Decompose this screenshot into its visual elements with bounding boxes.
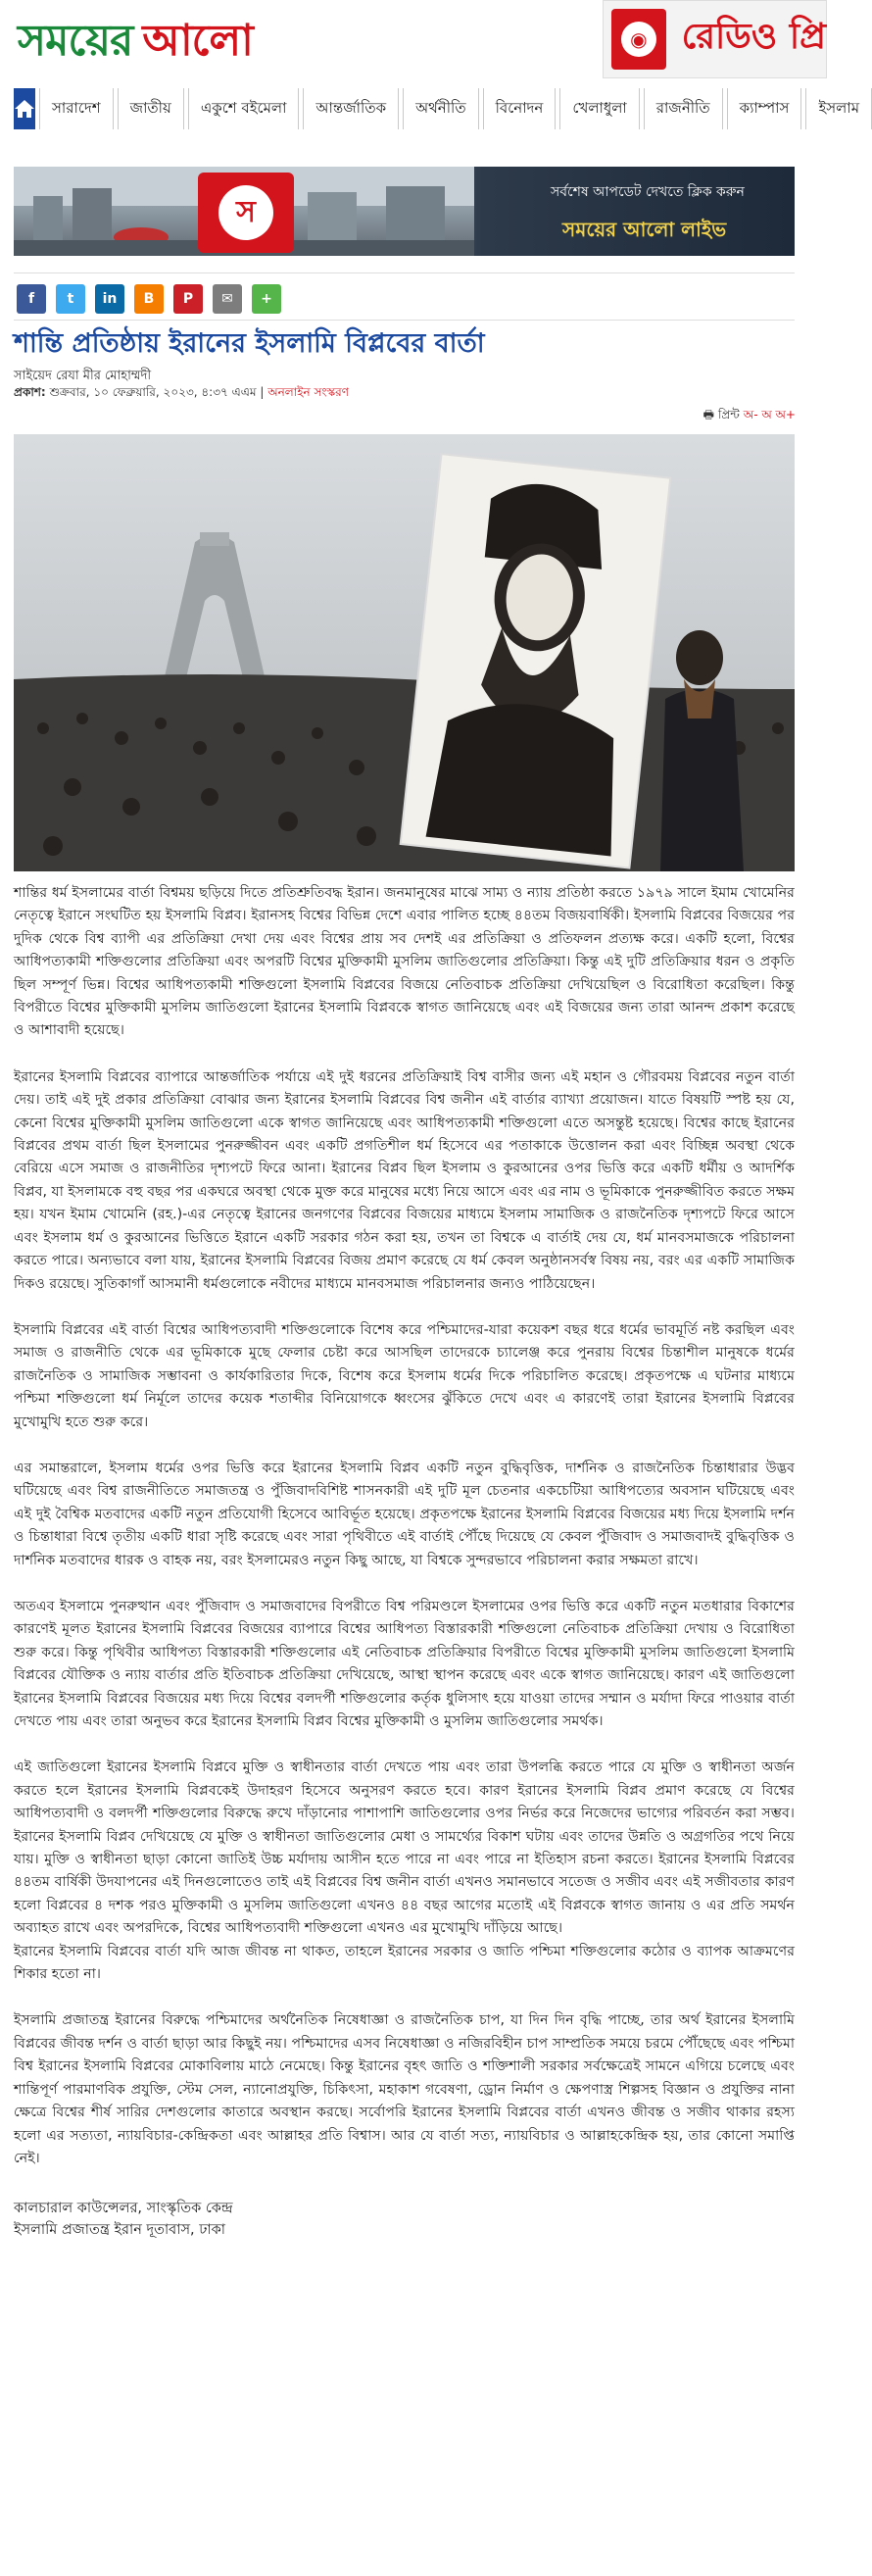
nav-item-book-fair[interactable]: একুশে বইমেলা xyxy=(188,88,300,129)
pinterest-icon: P xyxy=(182,291,194,307)
article-paragraph: ইরানের ইসলামি বিপ্লবের ব্যাপারে আন্তর্জাতিক পর্যায়ে এই দুই ধরনের প্রতিক্রিয়াই বিশ্ব বাসীর জন্য এই মহান ও গৌরবময় বিপ্লবের নতুন বার্তা দেয়। তাই এই দুই প্রকার প্রতিক্রিয়া বোঝার জন্য ইরানের ইসলামি বিপ্লবের বিশ্ব জনীন এই বার্তার ব্যাখ্যা প্রয়োজন। যাতে বিষয়টি স্পষ্ট হয় যে, কেনো বিশ্বের মুক্তিকামী মুসলিম জাতিগুলো একে স্বাগত জানিয়েছে এবং আধিপত্যকামী শক্তিগুলো এতে অসন্তুষ্ট হয়েছে। বিশ্বের কাছে ইরানের বিপ্লবের প্রথম বার্তা ছিল ইসলামের পুনরুজ্জীবন এবং একটি প্রগতিশীল ধর্ম হিসেবে এর পতাকাকে উত্তোলন করা এবং বিচ্ছিন্ন অবস্থা থেকে বেরিয়ে এসে সমাজ ও রাজনীতির দৃশ্যপটে ফিরে আনা। ইরানের বিপ্লব ছিল ইসলাম ও কুরআনের ওপর ভিত্তি করে একটি ধর্মীয় ও আদর্শিক বিপ্লব, যা ইসলামকে বহু বছর পর একঘরে অবস্থা থেকে মুক্ত করে মানুষের মধ্যে নিয়ে আসে এবং এর নাম ও ভূমিকাকে পুনরুজ্জীবিত করতে সক্ষম হয়। যখন ইমাম খোমেনি (রহ.)-এর নেতৃত্বে ইরানের জনগণের বিপ্লবের বিজয়ের মাধ্যমে ইসলাম সামাজিক ও রাজনৈতিক দৃশ্যপটে ফিরে আসে এবং ইসলাম ধর্ম ও কুরআনের ভিত্তিতে ইরানে একটি সরকার গঠন করা হয়, তখন তা বিশ্বকে এ বার্তাই দেয় যে, ধর্ম মানবসমাজকে পরিচালনা করতে পারে। অন্যভাবে বলা যায়, ইরানের ইসলামি বিপ্লবের বিজয় প্রমাণ করেছে যে ধর্ম কেবল অনুষ্ঠানসর্বস্ব বিষয় নয়, বরং এর একটি সামাজিক দিকও রয়েছে। সুতিকাগাঁ আসমানী ধর্মগুলোকে নবীদের মাধ্যমে মানবসমাজ পরিচালনার জন্যও পাঠিয়েছেন। xyxy=(14,1068,795,1292)
facebook-share-button[interactable] xyxy=(17,284,46,314)
author-signature xyxy=(14,2198,233,2241)
print-button[interactable]: প্রিন্ট xyxy=(717,407,740,421)
article-paragraph: এই জাতিগুলো ইরানের ইসলামি বিপ্লবে মুক্তি ও স্বাধীনতার বার্তা দেখতে পায় এবং তারা উপলব্ধি করতে পারে যে মুক্তি ও স্বাধীনতা অর্জন করতে হলে ইরানের ইসলামি বিপ্লবকেই উদাহরণ হিসেবে অনুসরণ করতে হবে। কারণ ইরানের ইসলামি বিপ্লব প্রমাণ করেছে যে বিশ্বের আধিপত্যবাদী ও বলদর্পী শক্তিগুলোর বিরুদ্ধে রুখে দাঁড়ানোর পাশাপাশি জাতিগুলোর ওপর নির্ভর করে নিজেদের ভাগ্যের পরিবর্তন করা সম্ভব। ইরানের ইসলামি বিপ্লব দেখিয়েছে যে মুক্তি ও স্বাধীনতা জাতিগুলোর মেধা ও সামর্থ্যের বিকাশ ঘটায় এবং তাদের উন্নতি ও অগ্রগতির পথে নিয়ে যায়। মুক্তি ও স্বাধীনতা ছাড়া কোনো জাতিই উচ্চ মর্যাদায় আসীন হতে পারে না এবং পারে না ইতিহাস রচনা করতে। ইরানের ইসলামি বিপ্লবের ৪৪তম বার্ষিকী উদযাপনের এই দিনগুলোতেও তাই এই বিপ্লবের বিশ্ব জনীন বার্তা এখনও সমানভাবে সতেজ ও সজীব এবং এই সজীবতার কারণ হলো বিপ্লবের ৪ দশক পরও মুক্তিকামী ও মুসলিম জাতিগুলো এখনও ৪৪ বছর আগের মতোই এই বিপ্লবকে স্বাগত জানায় ও এর প্রতি সমর্থন অব্যাহত রাখে এবং অপরদিকে, বিশ্বের আধিপত্যবাদী শক্তিগুলো এখনও এর মুখোমুখি দাঁড়িয়ে আছে। xyxy=(14,1759,796,1937)
radio-banner[interactable] xyxy=(603,0,827,78)
nav-item-entertainment[interactable]: বিনোদন xyxy=(483,88,557,129)
font-size-controls[interactable]: অ- অ অ+ xyxy=(743,407,796,421)
blogger-share-button[interactable] xyxy=(134,284,164,314)
published-line: প্রকাশ: শুক্রবার, ১০ ফেব্রুয়ারি, ২০২৩, ৪:৩৭ এএম | অনলাইন সংস্করণ xyxy=(14,385,350,399)
home-button[interactable] xyxy=(14,88,35,129)
article-author[interactable]: সাইয়েদ রেযা মীর মোহাম্মদী xyxy=(14,369,152,383)
ad-mic-logo xyxy=(198,173,294,253)
article-main-image xyxy=(14,434,795,871)
share-bar xyxy=(17,284,281,314)
article-tools xyxy=(703,406,796,426)
published-label: প্রকাশ: xyxy=(14,385,46,399)
article-paragraph: শান্তির ধর্ম ইসলামের বার্তা বিশ্বময় ছড়িয়ে দিতে প্রতিশ্রুতিবদ্ধ ইরান। জনমানুষের মাঝে সাম্য ও ন্যায় প্রতিষ্ঠা করতে ১৯৭৯ সালে ইমাম খোমেনির নেতৃত্বে ইরানে সংঘটিত হয় ইসলামি বিপ্লব। ইরানসহ বিশ্বের বিভিন্ন দেশে এবার পালিত হচ্ছে ৪৪তম বিজয়বার্ষিকী। ইসলামি বিপ্লবের বিজয়ের পর দুদিক থেকে বিশ্ব ব্যাপী এর প্রতিক্রিয়া দেখা দেয় এবং বিশ্বের প্রায় সব দেশই এর প্রতিক্রিয়া ও প্রতিফলন প্রত্যক্ষ করে। একটি হলো, বিশ্বের আধিপত্যকামী শক্তিগুলোর প্রতিক্রিয়া এবং অপরটি বিশ্বের মুক্তিকামী মুসলিম জাতিগুলোর প্রতিক্রিয়া। কিন্তু এই দুটি প্রতিক্রিয়ার ধরন ও প্রকৃতি ছিল সম্পূর্ণ ভিন্ন। বিশ্বের আধিপত্যকামী শক্তিগুলো ইসলামি বিপ্লবের বিজয়ে নেতিবাচক প্রতিক্রিয়া দেখিয়েছিল ও বিরোধিতা করেছিল। কিন্তু বিপরীতে বিশ্বের মুক্তিকামী মুসলিম জাতিগুলো ইরানের ইসলামি বিপ্লবকে স্বাগত জানিয়েছে এবং এই বিজয়ের জন্য তারা আনন্দ প্রকাশ করেছে ও আশাবাদী হয়েছে। xyxy=(14,885,795,1039)
article-paragraph: ইসলামি বিপ্লবের এই বার্তা বিশ্বের আধিপত্যবাদী শক্তিগুলোকে বিশেষ করে পশ্চিমাদের-যারা কয়েকশ বছর ধরে ধর্মের ভাবমূর্তি নষ্ট করছিল এবং সমাজ ও রাজনীতি থেকে এর ভূমিকাকে মুছে ফেলার চেষ্টা করে আসছিল তাদেরকে চ্যালেঞ্জ করে পুনরায় বিশ্বের চিন্তাশীল মানুষকে ধর্মের রাজনৈতিক ও সামাজিক সম্ভাবনা ও কার্যকারিতার দিকে, বিশেষ করে ইসলাম ধর্মের দিকে পরিচালিত করেছে। প্রকৃতপক্ষে এ ঘটনার মাধ্যমে পশ্চিমা শক্তিগুলো ধর্ম নির্মূলে তাদের কয়েক শতাব্দীর বিনিয়োগকে ধ্বংসের ঝুঁকিতে দেখে এবং এ কারণেই তারা ইরানের ইসলামি বিপ্লবের মুখোমুখি হতে শুরু করে। xyxy=(14,1321,795,1430)
nav-item-islam[interactable]: ইসলাম xyxy=(805,88,872,129)
article-paragraph: এর সমান্তরালে, ইসলাম ধর্মের ওপর ভিত্তি করে ইরানের ইসলামি বিপ্লব একটি নতুন বুদ্ধিবৃত্তিক, দার্শনিক ও রাজনৈতিক চিন্তাধারার উদ্ভব ঘটিয়েছে এবং বিশ্ব রাজনীতিতে সমাজতন্ত্র ও পুঁজিবাদবিশিষ্ট শাসনকারী এই দুটি মূল চেতনার একচেটিয়া আধিপত্যের অবসান ঘটিয়েছে এবং এই দুই বৈশ্বিক মতবাদের একটি নতুন প্রতিযোগী হিসেবে আবির্ভূত হয়েছে। প্রকৃতপক্ষে ইরানের ইসলামি বিপ্লবের বিজয়ের মধ্য দিয়ে ইসলামি দর্শন ও চিন্তাধারা বিশ্বে তৃতীয় একটি ধারা সৃষ্টি করেছে এবং সারা পৃথিবীতে এই বার্তাই পৌঁছে দিয়েছে যে কেবল পুঁজিবাদ ও সমাজবাদই বুদ্ধিবৃত্তিক ও দার্শনিক মতবাদের ধারক ও বাহক নয়, বরং ইসলামেরও নতুন কিছু আছে, যা বিশ্বকে সুন্দরভাবে পরিচালনা করার সক্ষমতা রাখে। xyxy=(14,1460,795,1568)
radio-logo-icon: ◉ xyxy=(611,9,666,70)
logo-text-part1: সময়ের xyxy=(18,15,133,66)
article-paragraph: ইসলামি প্রজাতন্ত্র ইরানের বিরুদ্ধে পশ্চিমাদের অর্থনৈতিক নিষেধাজ্ঞা ও রাজনৈতিক চাপ, যা দিন দিন বৃদ্ধি পাচ্ছে, তার অর্থ ইরানের ইসলামি বিপ্লবের জীবন্ত দর্শন ও বার্তা ছাড়া আর কিছুই নয়। পশ্চিমাদের এসব নিষেধাজ্ঞা ও নজিরবিহীন চাপ সাম্প্রতিক সময়ে চরমে পৌঁছেছে এবং পশ্চিমা বিশ্ব ইরানের ইসলামি বিপ্লবের মোকাবিলায় মাঠে নেমেছে। কিন্তু ইরানের বৃহৎ জাতি ও শক্তিশালী সরকার সর্বক্ষেত্রেই সামনে এগিয়ে চলেছে এবং শান্তিপূর্ণ পারমাণবিক প্রযুক্তি, স্টেম সেল, ন্যানোপ্রযুক্তি, চিকিৎসা, মহাকাশ গবেষণা, ড্রোন নির্মাণ ও ক্ষেপণাস্ত্র শিল্পসহ বিজ্ঞান ও প্রযুক্তির নানা ক্ষেত্রে বিশ্বের শীর্ষ সারির দেশগুলোর কাতারে অবস্থান করছে। সর্বোপরি ইরানের ইসলামি বিপ্লবের বার্তা এখনও জীবন্ত ও সজীব থাকার রহস্য হলো এর সত্যতা, ন্যায়বিচার-কেন্দ্রিকতা এবং আল্লাহর প্রতি বিশ্বাস। আর যে বার্তা সত্য, ন্যায়বিচার ও আল্লাহকেন্দ্রিক হয়, তার কোনো সমাপ্তি নেই। xyxy=(14,2012,795,2166)
article-paragraph: ইরানের ইসলামি বিপ্লবের বার্তা যদি আজ জীবন্ত না থাকত, তাহলে ইরানের সরকার ও জাতি পশ্চিমা শক্তিগুলোর কঠোর ও ব্যাপক আক্রমণের শিকার হতো না। xyxy=(14,1943,795,1983)
article-paragraph: অতএব ইসলামে পুনরুত্থান এবং পুঁজিবাদ ও সমাজবাদের বিপরীতে বিশ্ব পরিমণ্ডলে ইসলামের ওপর ভিত্তি করে একটি নতুন মতধারার বিকাশের কারণেই মূলত ইরানের ইসলামি বিপ্লবের বিজয়ের ব্যাপারে বিশ্বের আধিপত্য বিস্তারকারী শক্তিগুলো নেতিবাচক প্রতিক্রিয়া দেখায় ও বিরোধিতা শুরু করে। কিন্তু পৃথিবীর আধিপত্য বিস্তারকারী শক্তিগুলোর এই নেতিবাচক প্রতিক্রিয়ার বিপরীতে বিশ্বের মুক্তিকামী মুসলিম জাতিগুলো ইসলামি বিপ্লবের যৌক্তিক ও ন্যায় বার্তার প্রতি ইতিবাচক প্রতিক্রিয়া দেখিয়েছে, আস্থা স্থাপন করেছে এবং একে স্বাগত জানিয়েছে। কারণ এই জাতিগুলো ইরানের ইসলামি বিপ্লবের বিজয়ের মধ্য দিয়ে বিশ্বের বলদর্পী শক্তিগুলোর কর্তৃক ধুলিসাৎ হয়ে যাওয়া তাদের সম্মান ও মর্যাদা ফিরে পাওয়ার বার্তা দেখতে পায় এবং তারা অনুভব করে ইরানের ইসলামি বিপ্লব বিশ্বের মুক্তিকামী ও মুসলিম জাতিগুলোর সমর্থক। xyxy=(14,1598,795,1729)
email-share-button[interactable] xyxy=(213,284,242,314)
print-icon[interactable]: 🖶 xyxy=(702,408,714,421)
article-title: শান্তি প্রতিষ্ঠায় ইরানের ইসলামি বিপ্লবের বার্তা xyxy=(14,328,485,359)
nav-item-international[interactable]: আন্তর্জাতিক xyxy=(303,88,399,129)
nav-item-national[interactable]: জাতীয় xyxy=(118,88,184,129)
nav-item-saradesh[interactable]: সারাদেশ xyxy=(39,88,114,129)
linkedin-icon: in xyxy=(102,291,118,307)
nav-item-sports[interactable]: খেলাধুলা xyxy=(559,88,639,129)
linkedin-share-button[interactable] xyxy=(95,284,124,314)
divider xyxy=(14,272,795,273)
nav-item-politics[interactable]: রাজনীতি xyxy=(644,88,723,129)
blogger-icon: B xyxy=(143,291,155,307)
main-nav xyxy=(14,88,860,129)
pinterest-share-button[interactable] xyxy=(173,284,203,314)
article-body xyxy=(14,882,795,2194)
twitter-icon: t xyxy=(67,291,74,307)
site-logo[interactable] xyxy=(18,14,253,73)
home-icon xyxy=(14,99,35,119)
divider xyxy=(14,320,795,321)
ad-headline: সর্বশেষ আপডেট দেখতে ক্লিক করুন xyxy=(551,184,745,200)
share-icon: + xyxy=(261,291,272,307)
somoyer-alo-icon: স xyxy=(218,185,273,240)
facebook-icon: f xyxy=(27,291,35,307)
twitter-share-button[interactable] xyxy=(56,284,85,314)
live-ad-banner[interactable] xyxy=(14,167,795,256)
share-share-button[interactable] xyxy=(252,284,281,314)
signature-line: ইসলামি প্রজাতন্ত্র ইরান দূতাবাস, ঢাকা xyxy=(14,2222,226,2238)
published-date: শুক্রবার, ১০ ফেব্রুয়ারি, ২০২৩, ৪:৩৭ এএম xyxy=(49,385,257,399)
category-link[interactable]: অনলাইন সংস্করণ xyxy=(267,385,350,399)
nav-item-campus[interactable]: ক্যাম্পাস xyxy=(727,88,802,129)
logo-text-part2: আলো xyxy=(142,15,253,66)
radio-label: রেডিও প্রি xyxy=(681,16,826,57)
nav-item-economy[interactable]: অর্থনীতি xyxy=(403,88,479,129)
email-icon: ✉ xyxy=(221,291,233,307)
ad-live-label: সময়ের আলো লাইভ xyxy=(562,218,727,241)
signature-line: কালচারাল কাউন্সেলর, সাংস্কৃতিক কেন্দ্র xyxy=(14,2201,233,2216)
